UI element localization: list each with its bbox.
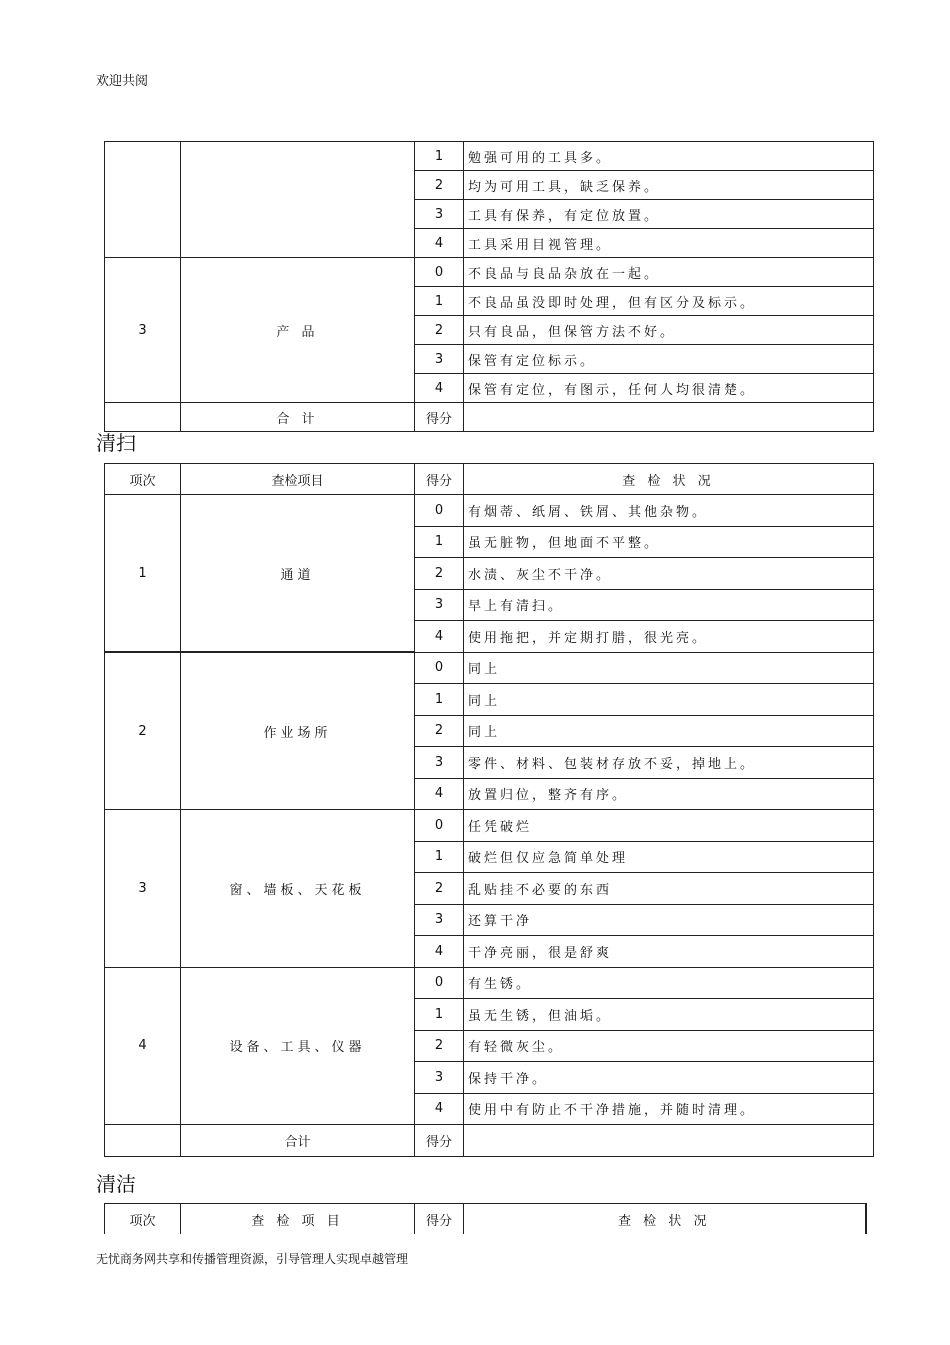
description-cell: 干净亮丽，很是舒爽 [464,936,874,968]
total-label: 合 计 [181,403,415,432]
score-cell: 4 [415,778,464,810]
header-item: 查 检 项 目 [181,1204,415,1235]
score-cell: 0 [415,258,464,287]
header-num: 项次 [105,464,181,495]
score-cell: 4 [415,1093,464,1125]
description-cell: 有轻微灰尘。 [464,1030,874,1062]
inspection-table-continued [104,141,874,432]
item-number-cell [105,142,181,258]
blank-cell [105,1125,181,1157]
description-cell: 不良品与良品杂放在一起。 [464,258,874,287]
description-cell: 任凭破烂 [464,810,874,842]
score-cell: 3 [415,345,464,374]
total-label: 合计 [181,1125,415,1157]
score-cell: 1 [415,142,464,171]
score-cell: 3 [415,904,464,936]
score-cell: 3 [415,589,464,621]
score-cell: 0 [415,967,464,999]
description-cell: 虽无生锈，但油垢。 [464,999,874,1031]
header-score: 得分 [415,1204,464,1235]
description-cell: 早上有清扫。 [464,589,874,621]
header-num: 项次 [105,1204,181,1235]
item-name-cell: 设备、工具、仪器 [181,967,415,1125]
score-label: 得分 [415,403,464,432]
score-cell: 1 [415,287,464,316]
item-name-cell: 窗、墙板、天花板 [181,810,415,968]
description-cell: 虽无脏物，但地面不平整。 [464,526,874,558]
score-cell: 3 [415,200,464,229]
score-cell: 1 [415,526,464,558]
table-row [105,810,874,842]
header-status: 查 检 状 况 [464,1204,866,1235]
description-cell: 均为可用工具，缺乏保养。 [464,171,874,200]
score-cell: 2 [415,558,464,590]
description-cell: 使用中有防止不干净措施，并随时清理。 [464,1093,874,1125]
description-cell: 还算干净 [464,904,874,936]
item-number-cell: 3 [105,810,181,968]
score-cell: 4 [415,936,464,968]
description-cell: 保管有定位标示。 [464,345,874,374]
item-number-cell: 3 [105,258,181,403]
score-cell: 4 [415,621,464,653]
score-cell: 2 [415,715,464,747]
description-cell: 零件、材料、包装材存放不妥，掉地上。 [464,747,874,779]
score-cell: 0 [415,652,464,684]
item-number-cell: 1 [105,495,181,653]
score-cell: 2 [415,1030,464,1062]
table-row [105,967,874,999]
section-title-tidiness: 清洁 [96,1172,136,1196]
page-footer: 无忧商务网共享和传播管理资源，引导管理人实现卓越管理 [96,1252,409,1266]
table-row [105,652,874,684]
description-cell: 破烂但仅应急简单处理 [464,841,874,873]
score-cell: 4 [415,374,464,403]
description-cell: 只有良品，但保管方法不好。 [464,316,874,345]
description-cell: 工具有保养，有定位放置。 [464,200,874,229]
item-name-cell: 通道 [181,495,415,653]
total-row [105,403,874,432]
description-cell: 有生锈。 [464,967,874,999]
item-name-cell [181,142,415,258]
description-cell: 乱贴挂不必要的东西 [464,873,874,905]
score-cell: 4 [415,229,464,258]
item-name-cell: 作业场所 [181,652,415,810]
description-cell: 水渍、灰尘不干净。 [464,558,874,590]
score-cell: 2 [415,316,464,345]
total-score-cell [464,403,874,432]
total-row [105,1125,874,1157]
score-cell: 2 [415,873,464,905]
description-cell: 同上 [464,652,874,684]
description-cell: 同上 [464,684,874,716]
score-cell: 2 [415,171,464,200]
item-number-cell: 2 [105,652,181,810]
header-status: 查 检 状 况 [464,464,874,495]
table-row [105,495,874,527]
score-cell: 1 [415,684,464,716]
score-cell: 1 [415,999,464,1031]
section-title-cleaning: 清扫 [96,431,136,455]
description-cell: 勉强可用的工具多。 [464,142,874,171]
description-cell: 使用拖把，并定期打腊，很光亮。 [464,621,874,653]
score-cell: 0 [415,495,464,527]
score-cell: 3 [415,747,464,779]
score-cell: 0 [415,810,464,842]
table-header-row [105,1204,866,1235]
table-row [105,258,874,287]
score-cell: 3 [415,1062,464,1094]
score-cell: 1 [415,841,464,873]
description-cell: 保管有定位，有图示，任何人均很清楚。 [464,374,874,403]
description-cell: 同上 [464,715,874,747]
score-label: 得分 [415,1125,464,1157]
tidiness-inspection-table [104,1203,867,1234]
description-cell: 保持干净。 [464,1062,874,1094]
total-score-cell [464,1125,874,1157]
header-item: 查检项目 [181,464,415,495]
cleaning-inspection-table [104,463,874,1157]
item-number-cell: 4 [105,967,181,1125]
table-header-row [105,464,874,495]
header-score: 得分 [415,464,464,495]
table-row [105,142,874,171]
page-header: 欢迎共阅 [96,74,149,89]
description-cell: 工具采用目视管理。 [464,229,874,258]
description-cell: 有烟蒂、纸屑、铁屑、其他杂物。 [464,495,874,527]
item-name-cell: 产 品 [181,258,415,403]
description-cell: 不良品虽没即时处理，但有区分及标示。 [464,287,874,316]
description-cell: 放置归位，整齐有序。 [464,778,874,810]
